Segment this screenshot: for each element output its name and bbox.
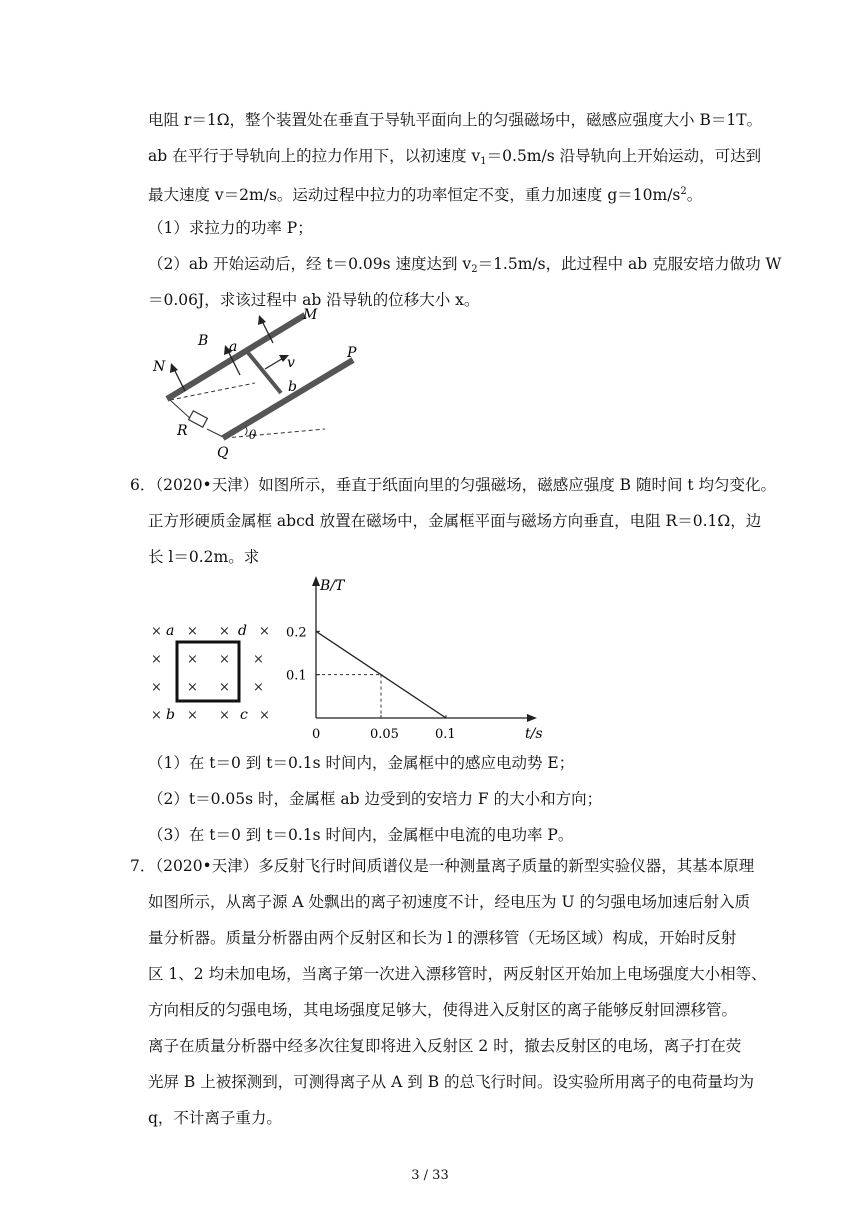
field-cross: × <box>253 652 264 667</box>
p5-question-1: （1）求拉力的功率 P； <box>148 219 313 237</box>
field-cross: × <box>151 624 162 639</box>
p7-line-5: 方向相反的匀强电场，其电场强度足够大，使得进入反射区的离子能够反射回漂移管。 <box>148 1001 738 1019</box>
label-theta: θ <box>249 428 257 442</box>
field-cross: × <box>187 680 198 695</box>
field-cross: × <box>151 652 162 667</box>
y-tick-label: 0.2 <box>286 625 307 641</box>
field-cross: × <box>187 624 198 639</box>
y-axis-label: B/T <box>320 578 345 594</box>
p7-line-3: 量分析器。质量分析器由两个反射区和长为 l 的漂移管（无场区域）构成，开始时反射 <box>148 929 737 947</box>
p7-line-1: 7．（2020•天津）多反射飞行时间质谱仪是一种测量离子质量的新型实验仪器，其基本原理 <box>130 857 755 875</box>
b-t-graph <box>280 575 543 742</box>
field-cross: × <box>187 708 198 723</box>
field-cross: × <box>187 652 198 667</box>
p7-line-7: 光屏 B 上被探测到，可测得离子从 A 到 B 的总飞行时间。设实验所用离子的电荷量均为 <box>148 1073 755 1091</box>
resistor-R <box>189 411 208 427</box>
label-Q: Q <box>217 445 229 461</box>
p5-question-2: （2）ab 开始运动后，经 t＝0.09s 速度达到 $v_2=1.5m/s$，此过程中 ab 克服安培力做功 W <box>148 255 782 275</box>
p7-line-2: 如图所示，从离子源 A 处飘出的离子初速度不计，经电压为 U 的匀强电场加速后射入质 <box>148 893 750 911</box>
frame-label-c: c <box>240 707 248 723</box>
frame-label-b: b <box>166 707 175 723</box>
p7-line-8: q，不计离子重力。 <box>148 1109 282 1127</box>
field-cross: × <box>219 624 230 639</box>
x-tick-label: 0.1 <box>435 727 456 742</box>
label-v: v <box>287 355 295 371</box>
frame-label-d: d <box>238 623 247 639</box>
x-tick-label: 0.05 <box>370 727 399 742</box>
p5-question-2-cont: ＝0.06J，求该过程中 ab 沿导轨的位移大小 x。 <box>148 291 480 309</box>
field-cross: × <box>219 680 230 695</box>
p7-line-4: 区 1、2 均未加电场，当离子第一次进入漂移管时，两反射区开始加上电场强度大小相等、 <box>148 965 767 983</box>
p6-line-3: 长 l＝0.2m。求 <box>148 548 260 566</box>
x-tick-label: 0 <box>312 727 321 742</box>
field-cross: × <box>259 624 270 639</box>
label-P: P <box>347 345 357 361</box>
rail-QP <box>223 360 353 438</box>
p5-line-3: 最大速度 v＝2m/s。运动过程中拉力的功率恒定不变，重力加速度 $g=10m/s^2$。 <box>148 186 703 204</box>
label-M: M <box>303 307 318 323</box>
field-cross: × <box>219 708 230 723</box>
x-axis-arrow <box>527 714 537 722</box>
label-b: b <box>288 379 297 395</box>
p6-question-2: （2）t＝0.05s 时，金属框 ab 边受到的安培力 F 的大小和方向； <box>148 790 603 808</box>
label-N: N <box>153 359 166 375</box>
frame-figure <box>145 615 275 725</box>
p5-line-1: 电阻 r＝1Ω，整个装置处在垂直于导轨平面向上的匀强磁场中，磁感应强度大小 B＝1T。 <box>148 111 763 129</box>
p6-question-3: （3）在 t＝0 到 t＝0.1s 时间内，金属框中电流的电功率 P。 <box>148 826 574 844</box>
page-number: 3 / 33 <box>411 1168 449 1183</box>
p6-line-1: 6．（2020•天津）如图所示，垂直于纸面向里的匀强磁场，磁感应强度 B 随时间 t 均匀变化。 <box>130 476 777 494</box>
field-cross: × <box>151 708 162 723</box>
label-R: R <box>177 423 188 439</box>
p6-question-1: （1）在 t＝0 到 t＝0.1s 时间内，金属框中的感应电动势 E； <box>148 754 575 772</box>
field-cross: × <box>259 708 270 723</box>
rails-figure <box>145 305 375 465</box>
label-B: B <box>198 333 209 349</box>
y-tick-label: 0.1 <box>286 668 307 684</box>
field-cross: × <box>253 680 264 695</box>
p7-line-6: 离子在质量分析器中经多次往复即将进入反射区 2 时，撤去反射区的电场，离子打在荧 <box>148 1037 742 1055</box>
rod-ab <box>245 349 281 393</box>
frame-label-a: a <box>166 623 175 639</box>
label-a: a <box>229 339 238 355</box>
field-cross: × <box>219 652 230 667</box>
p6-line-2: 正方形硬质金属框 abcd 放置在磁场中，金属框平面与磁场方向垂直，电阻 R＝0.1Ω，边 <box>148 512 762 530</box>
field-cross: × <box>151 680 162 695</box>
y-axis-arrow <box>312 576 320 586</box>
x-axis-label: t/s <box>525 726 543 742</box>
p5-line-2: ab 在平行于导轨向上的拉力作用下，以初速度 $v_1=0.5m/s$ 沿导轨向上开始运动，可达到 <box>148 147 762 167</box>
